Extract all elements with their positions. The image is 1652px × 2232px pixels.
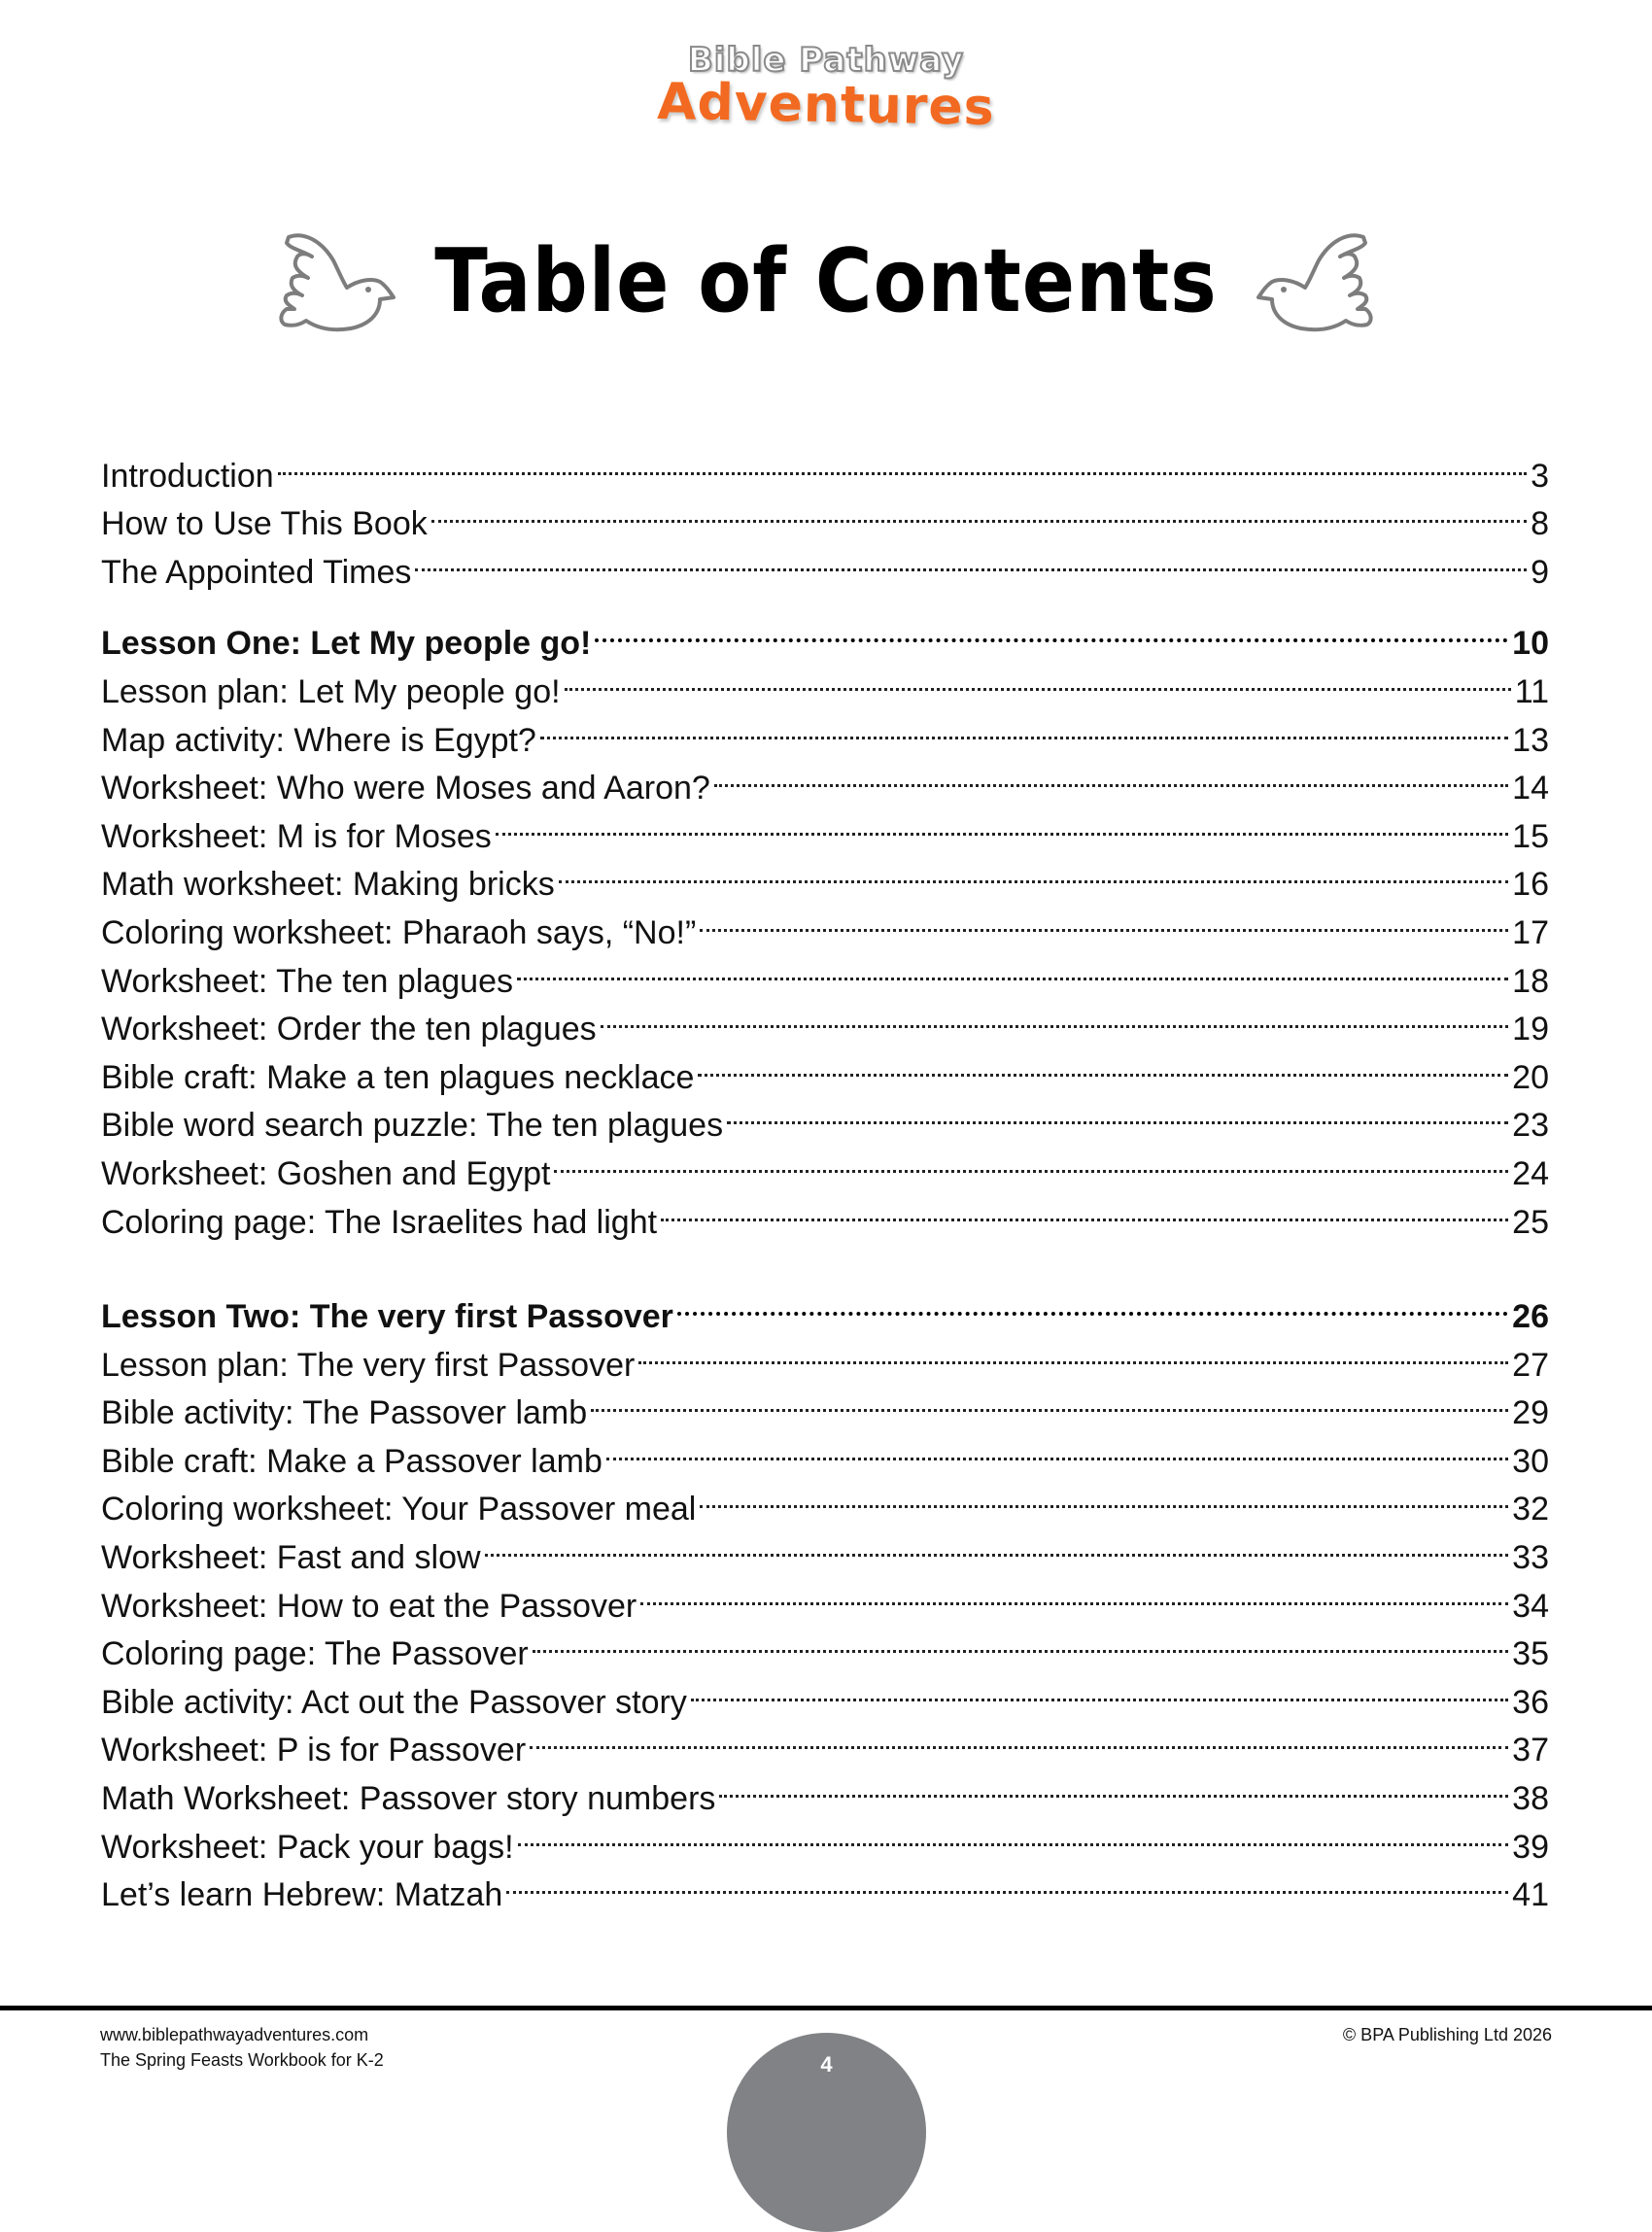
toc-entry-page: 37: [1512, 1732, 1549, 1769]
toc-entry-page: 8: [1531, 505, 1549, 543]
toc-entry-label: Let’s learn Hebrew: Matzah: [101, 1876, 503, 1914]
dot-leader: [531, 1617, 1510, 1665]
toc-entry-page: 9: [1531, 553, 1549, 591]
dot-leader: [515, 944, 1510, 992]
page-number: 4: [820, 2052, 833, 2077]
toc-entry-label: Bible craft: Make a Passover lamb: [101, 1442, 602, 1480]
dot-leader: [483, 1520, 1511, 1568]
toc-entry-page: 25: [1512, 1203, 1549, 1241]
toc-entry-label: The Appointed Times: [101, 553, 412, 591]
logo-line-2: Adventures: [656, 72, 996, 138]
toc-entry-label: How to Use This Book: [101, 505, 428, 543]
toc-entry-label: Bible craft: Make a ten plagues necklace: [101, 1058, 695, 1096]
toc-entry-label: Bible word search puzzle: The ten plagues: [101, 1107, 724, 1145]
page-number-badge: [727, 2033, 926, 2232]
dot-leader: [528, 1713, 1510, 1762]
toc-entry-label: Lesson plan: The very first Passover: [101, 1346, 636, 1384]
book-title: The Spring Feasts Workbook for K-2: [100, 2050, 384, 2070]
footer-divider: [0, 2006, 1652, 2010]
page-title: Table of Contents: [434, 230, 1218, 332]
toc-heading-page: 26: [1512, 1298, 1549, 1336]
dot-leader: [717, 1761, 1510, 1809]
dot-leader: [589, 1376, 1510, 1425]
toc-entry-label: Worksheet: Who were Moses and Aaron?: [101, 770, 710, 807]
toc-entry-page: 15: [1512, 817, 1549, 855]
toc-heading-page: 10: [1512, 625, 1549, 663]
toc-entry-page: 18: [1512, 962, 1549, 1000]
dot-leader: [698, 895, 1510, 944]
toc-entry-label: Coloring page: The Israelites had light: [101, 1203, 658, 1241]
toc-entry-page: 14: [1512, 770, 1549, 807]
toc-entry-label: Introduction: [101, 457, 274, 495]
toc-entry-page: 36: [1512, 1683, 1549, 1721]
table-of-contents: [101, 438, 1549, 1914]
toc-section-heading[interactable]: [101, 606, 1549, 663]
toc-entry-label: Worksheet: The ten plagues: [101, 962, 514, 1000]
dot-leader: [276, 438, 1529, 487]
toc-entry-label: Coloring worksheet: Your Passover meal: [101, 1491, 697, 1528]
toc-entry-page: 39: [1512, 1828, 1549, 1866]
toc-entry-page: 11: [1514, 672, 1549, 710]
toc-entry-label: Bible activity: The Passover lamb: [101, 1394, 588, 1432]
dot-leader: [494, 799, 1510, 847]
toc-entry-page: 20: [1512, 1058, 1549, 1096]
dot-leader: [593, 606, 1510, 655]
toc-entry-page: 30: [1512, 1442, 1549, 1480]
toc-entry-label: Coloring worksheet: Pharaoh says, “No!”: [101, 913, 697, 951]
dot-leader: [538, 703, 1510, 751]
toc-entry-page: 27: [1512, 1346, 1549, 1384]
dot-leader: [712, 751, 1510, 800]
toc-entry-label: Worksheet: Order the ten plagues: [101, 1011, 597, 1048]
toc-entry-label: Worksheet: M is for Moses: [101, 817, 492, 855]
toc-entry-page: 3: [1531, 457, 1549, 495]
dot-leader: [516, 1809, 1511, 1858]
toc-entry-label: Math worksheet: Making bricks: [101, 866, 555, 904]
toc-entry-label: Worksheet: Fast and slow: [101, 1539, 481, 1577]
dot-leader: [430, 487, 1529, 535]
toc-entry-page: 19: [1512, 1011, 1549, 1048]
toc-entry-label: Map activity: Where is Egypt?: [101, 721, 536, 759]
toc-entry-page: 24: [1512, 1154, 1549, 1192]
toc-heading-label: Lesson Two: The very first Passover: [101, 1298, 673, 1336]
toc-entry-label: Worksheet: How to eat the Passover: [101, 1587, 637, 1625]
toc-entry-page: 29: [1512, 1394, 1549, 1432]
toc-entry-page: 34: [1512, 1587, 1549, 1625]
dot-leader: [599, 992, 1511, 1041]
copyright: © BPA Publishing Ltd 2026: [1342, 2025, 1552, 2044]
dot-leader: [637, 1327, 1510, 1376]
toc-entry-label: Math Worksheet: Passover story numbers: [101, 1780, 716, 1818]
toc-entry-label: Worksheet: P is for Passover: [101, 1732, 527, 1769]
toc-entry-page: 35: [1512, 1635, 1549, 1673]
toc-entry-page: 38: [1512, 1780, 1549, 1818]
toc-entry-page: 41: [1512, 1876, 1549, 1914]
dot-leader: [504, 1858, 1510, 1906]
website-link[interactable]: www.biblepathwayadventures.com: [100, 2025, 369, 2044]
dove-icon: [1256, 231, 1377, 332]
logo-line-1: Bible Pathway: [687, 41, 965, 80]
dot-leader: [552, 1136, 1510, 1185]
toc-entry-page: 13: [1512, 721, 1549, 759]
toc-entry-label: Bible activity: Act out the Passover story: [101, 1683, 687, 1721]
dot-leader: [725, 1088, 1510, 1137]
dot-leader: [557, 847, 1510, 896]
dot-leader: [696, 1040, 1510, 1088]
toc-entry-label: Worksheet: Goshen and Egypt: [101, 1154, 551, 1192]
dot-leader: [659, 1185, 1510, 1233]
toc-entry-page: 17: [1512, 913, 1549, 951]
toc-entry-label: Lesson plan: Let My people go!: [101, 672, 561, 710]
dot-leader: [675, 1280, 1510, 1328]
dot-leader: [689, 1665, 1510, 1713]
toc-entry-page: 32: [1512, 1491, 1549, 1528]
toc-entry-label: Worksheet: Pack your bags!: [101, 1828, 514, 1866]
dot-leader: [604, 1424, 1510, 1472]
toc-entry-page: 16: [1512, 866, 1549, 904]
toc-entry-page: 23: [1512, 1107, 1549, 1145]
dot-leader: [698, 1472, 1510, 1521]
toc-entry[interactable]: [101, 438, 1549, 495]
toc-section-heading[interactable]: [101, 1280, 1549, 1336]
toc-heading-label: Lesson One: Let My people go!: [101, 625, 592, 663]
footer-left: [100, 2022, 384, 2073]
toc-entry-page: 33: [1512, 1539, 1549, 1577]
title-row: [0, 223, 1652, 340]
dot-leader: [638, 1568, 1510, 1617]
dot-leader: [413, 534, 1529, 583]
toc-entry[interactable]: [101, 487, 1549, 543]
brand-logo: [0, 41, 1652, 138]
toc-entry-label: Coloring page: The Passover: [101, 1635, 529, 1673]
dot-leader: [563, 654, 1513, 703]
dove-icon: [275, 231, 396, 332]
